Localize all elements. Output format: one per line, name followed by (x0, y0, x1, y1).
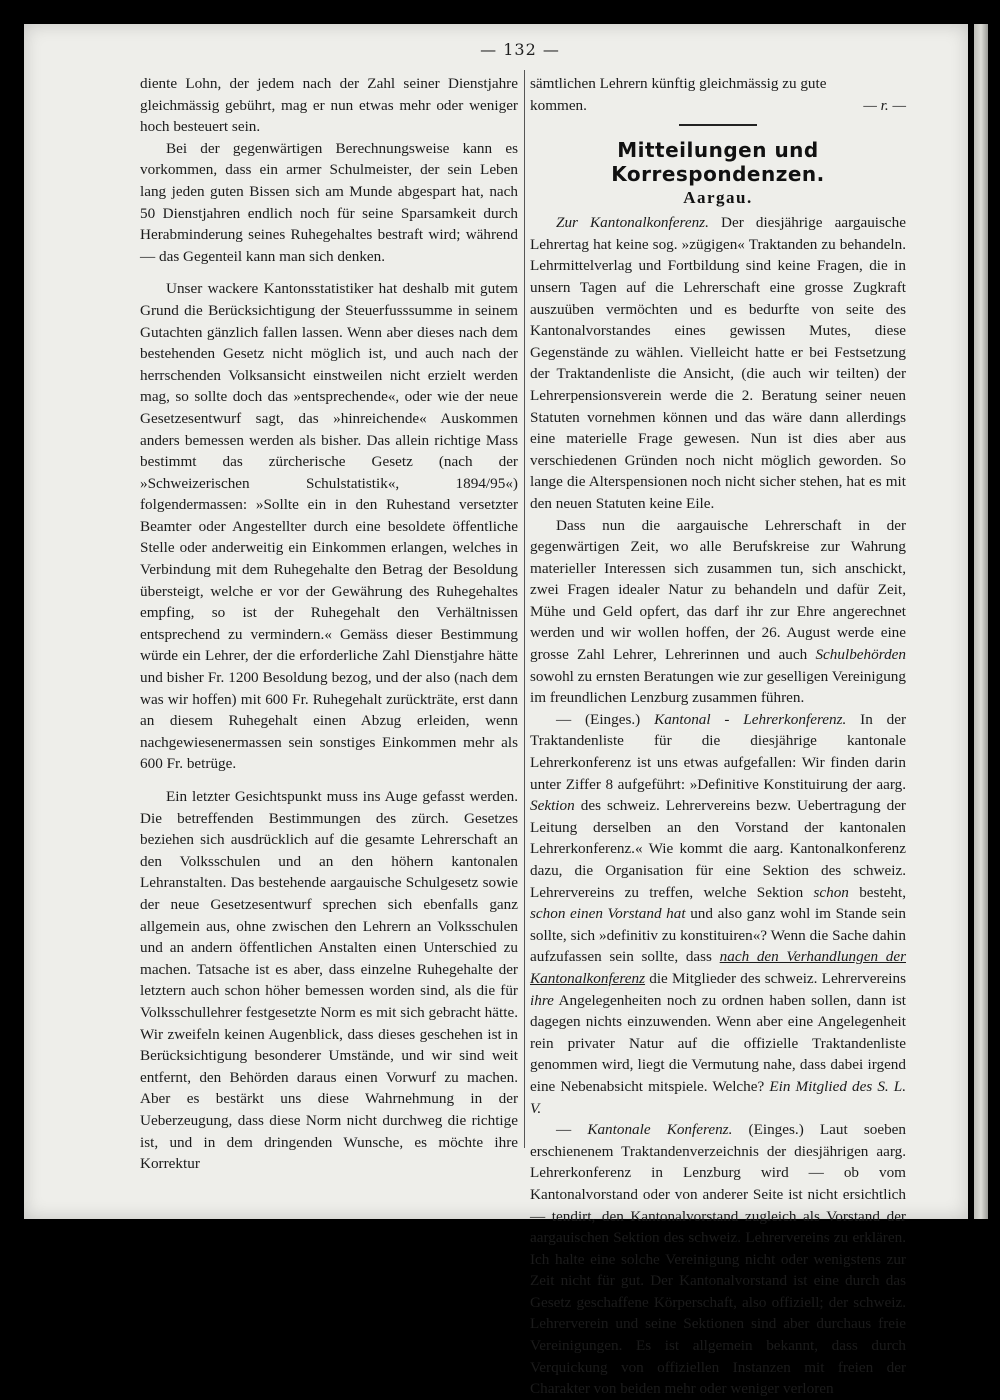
paragraph: Unser wackere Kantonsstatistiker hat deshalb mit gutem Grund die Berücksichtigung der Steuerfusssumme in seinem Gutachten gänzlich fallen lassen. Wenn aber dieses nach dem bestehenden Gesetz nicht möglich ist, und auch nach der herrschenden Volksansicht einstweilen nicht erzielt werden mag, so sollte doch das »entsprechende«, oder wie der neue Gesetzesentwurf sagt, das »hinreichende« Auskommen anders bemessen werden als bisher. Das allein richtige Mass bestimmt das zürcherische Gesetz (nach der »Schweizerischen Schulstatistik«, 1894/95«) folgendermassen: »Sollte ein in den Ruhestand versetzter Beamter oder Angestellter durch eine besoldete öffentliche Stelle oder anderweitig ein Einkommen erlangen, welches in Verbindung mit dem Ruhegehalte den Betrag der Besoldung übersteigt, welche er vor der Gewährung des Ruhegehaltes empfing, so ist der Ruhegehalt den Verhältnissen entsprechend zu vermindern.« Gemäss dieser Bestimmung würde ein Lehrer, der die erforderliche Zahl Dienstjahre hätte und bisher Fr. 1200 Besoldung bezog, und der also (nach dem was wir hoffen) mit 600 Fr. Ruhegehalt zurückträte, erst dann an diesem Ruhegehalt einen Abzug erleiden, wenn nachgewiesenermassen sein sonstiges Einkommen mehr als 600 Fr. betrüge. (140, 280, 518, 773)
paragraph: Ein letzter Gesichtspunkt muss ins Auge gefasst werden. Die betreffenden Bestimmungen des zürch. Gesetzes beziehen sich ausdrücklich auf die gesamte Lehrerschaft an den Volksschulen und an den höhern kantonalen Lehranstalten. Das bestehende aargauische Schulgesetz sowie der neue Gesetzesentwurf sprechen sich ebenfalls ganz allgemein aus, ohne zwischen den Lehrern an Volksschulen und an andern öffentlichen Anstalten einen Unterschied zu machen. Tatsache ist es aber, dass einzelne Ruhegehalte der letztern auch schon höher bemessen worden sind, als die für Volksschullehrer festgesetzte Norm es mit sich gebracht hätte. Wir zweifeln keinen Augenblick, dass dieses geschehen ist in Berücksichtigung besonderer Umstände, und wir sind weit entfernt, den Behörden daraus einen Vorwurf zu machen. Aber es bestärkt uns diese Wahrnehmung in der Ueberzeugung, dass diese Norm nicht durchweg die richtige ist, und in dem dringenden Wunsche, es möchte ihre Korrektur (140, 788, 518, 1173)
article-body: (Einges.) Laut soeben erschienenem Traktandenverzeichnis der diesjährigen aarg. Lehrerkonferenz in Lenzburg wird — ob vom Kantonalvorstand oder von anderer Seite ist nicht ersichtlich — tendirt, den Kantonalvorstand zugleich als Vorstand der aargauischen Sektion des schweiz. Lehrervereins zu erklären. Ich halte eine solche Vereinigung nicht oder wenigstens zur Zeit nicht für gut. Der Kantonalvorstand ist eine durch das Gesetz geschaffene Körperschaft, also offiziell; der schweiz. Lehrerverein und seine Sektionen sind aber durchaus freie Vereinigungen. Es ist allgemein bekannt, dass durch Verquickung von offiziellen Instanzen mit freien der Charakter von beiden mehr oder weniger verloren (530, 1121, 907, 1398)
article-body: sowohl zu ernsten Beratungen wie zur geselligen Vereinigung im freundlichen Lenzburg zusammen führen. (530, 667, 906, 707)
article-body: des schweiz. Lehrervereins bezw. Uebertragung der Leitung derselben an den Vorstand der kantonalen Lehrerkonferenz.« Wie kommt die aarg. Kantonalkonferenz dazu, die Organisation für eine Sektion des schweiz. Lehrervereins zu treffen, welche Sektion (530, 797, 906, 901)
article-kantonale-konferenz (530, 1119, 906, 1400)
page-number: — 132 — (480, 40, 560, 59)
author-signature: — r. — (863, 96, 906, 114)
subsection-title: Aargau. (683, 188, 753, 208)
article-title: Kantonale Konferenz. (587, 1121, 733, 1139)
right-column (530, 73, 906, 1400)
intro-last-word: kommen. (530, 96, 587, 114)
article-kantonalkonferenz (530, 212, 906, 514)
next-page-edge (974, 24, 988, 1219)
emphasis: ihre (530, 991, 554, 1009)
article-prefix: — (556, 1121, 572, 1139)
article-prefix: — (Einges.) (556, 710, 641, 728)
article-continuation (530, 515, 906, 709)
article-title: Zur Kantonalkonferenz. (556, 214, 709, 232)
article-body: Angelegenheiten noch zu ordnen haben sollen, dann ist dagegen nichts einzuwenden. Wenn aber eine Angelegenheit rein privater Natur auf die offizielle Traktandenliste genommen wird, liegt die Vermutung nahe, dass dabei irgend eine Nebenabsicht mitspiele. Welche? (530, 991, 906, 1095)
paragraph: Bei der gegenwärtigen Berechnungsweise kann es vorkommen, dass ein armer Schulmeister, der sein Leben lang jeden guten Bissen sich am Munde abgespart hat, nach 50 Dienstjahren endlich noch für seine Sparsamkeit durch Herabminderung seines Ruhegehaltes bestraft wird; während — das Gegenteil kann man sich denken. (140, 139, 518, 265)
intro-signoff (530, 95, 906, 117)
left-column (140, 73, 518, 1175)
article-body: besteht, (859, 883, 907, 901)
article-body: und also ganz wohl im Stande sein sollte, sich »definitiv zu konstituiren«? Wenn die Sache dahin aufzufassen sein sollte, dass (530, 905, 907, 966)
article-body: die Mitglieder des schweiz. Lehrervereins (649, 969, 906, 987)
article-body: In der Traktandenliste für die diesjährige kantonale Lehrerkonferenz ist uns etwas aufgefallen: Wir finden darin unter Ziffer 8 aufgeführt: »Definitive Konstituirung der aarg. (530, 710, 907, 793)
emphasis: Sektion (530, 797, 575, 815)
article-lehrerkonferenz (530, 709, 906, 1119)
section-title: Mitteilungen und Korrespondenzen. (611, 138, 825, 187)
emphasis: schon einen Vorstand hat (530, 905, 686, 923)
article-signature: Ein Mitglied des S. L. V. (530, 1077, 907, 1117)
paragraph: diente Lohn, der jedem nach der Zahl seiner Dienstjahre gleichmässig gebührt, mag er nun etwas mehr oder weniger hoch besteuert sein. (140, 75, 518, 136)
emphasis: schon (813, 883, 849, 901)
article-body: Dass nun die aargauische Lehrerschaft in der gegenwärtigen Zeit, wo alle Berufskreise zur Wahrung materieller Interessen sich zusammen tun, sich anschickt, zwei Fragen idealer Natur zu behandeln und dafür Zeit, Mühe und Geld opfert, das darf ihr zur Ehre angerechnet werden und wir wollen hoffen, der 26. August werde eine grosse Zahl Lehrer, Lehrerinnen und auch (530, 516, 906, 664)
emphasis: nach den Verhandlungen der Kantonalkonferenz (530, 948, 906, 987)
section-rule (679, 124, 757, 126)
column-divider (524, 70, 525, 1148)
article-body: Der diesjährige aargauische Lehrertag hat keine sog. »zügigen« Traktanden zu behandeln. Lehrmittelverlag und Fortbildung sind keine Fragen, die in unsern Tagen auf die Lehrerschaft eine grosse Zugkraft auszuüben vermöchten und es bedurfte von seite des Kantonalvorstandes eines gewissen Mutes, diese Gegenstände zu wählen. Vielleicht hatte er bei Festsetzung der Traktandenliste die Ansicht, (die auch wir teilten) der Lehrerpensionsverein werde die 2. Beratung seiner neuen Statuten vornehmen können und das wäre dann allerdings eine materielle Frage gewesen. Nun ist dies aber aus verschiedenen Gründen noch nicht möglich geworden. So lange die Alterspensionen noch nicht sicher stehen, hat es mit den neuen Statuten keine Eile. (530, 214, 906, 512)
continued-text: sämtlichen Lehrern künftig gleichmässig zu gute (530, 75, 827, 92)
emphasis: Schulbehörden (815, 646, 906, 664)
article-title: Kantonal - Lehrerkonferenz. (654, 710, 847, 728)
